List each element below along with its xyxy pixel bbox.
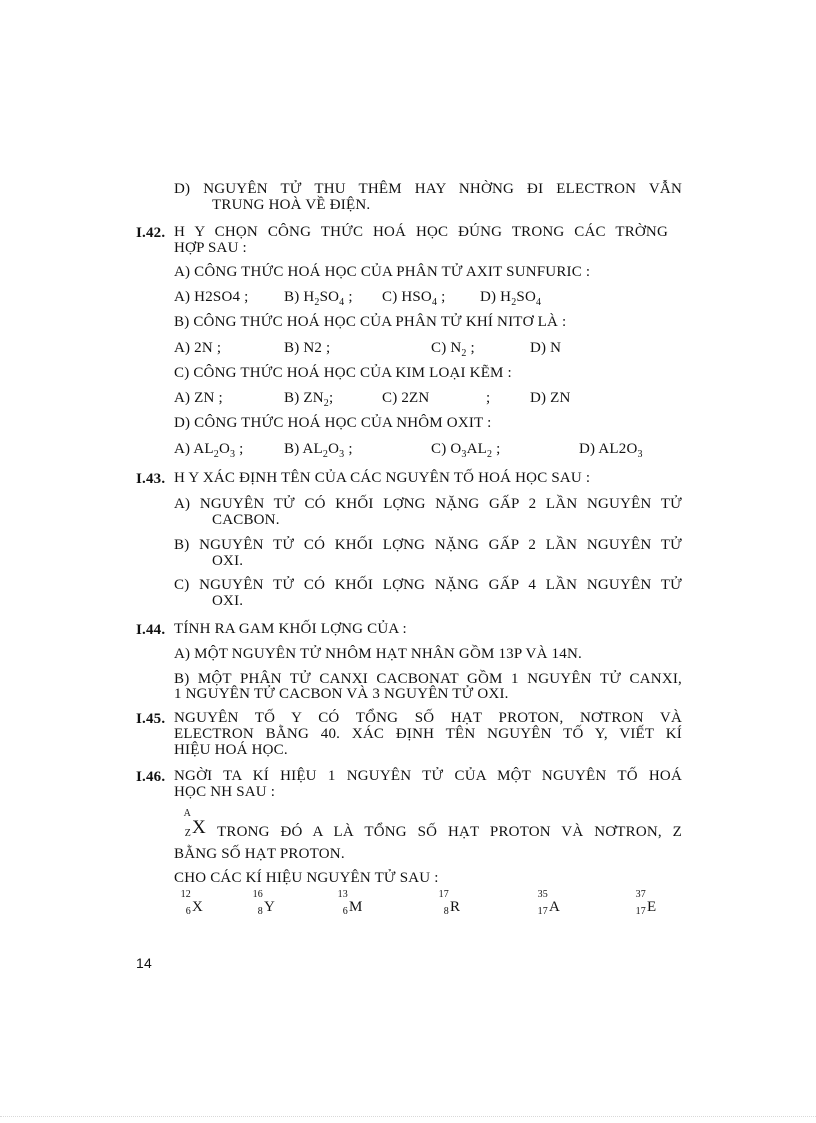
q43-title: H Y XÁC ĐỊNH TÊN CỦA CÁC NGUYÊN TỐ HOÁ HỌC SAU : xyxy=(174,470,591,486)
q46-list-title: CHO CÁC KÍ HIỆU NGUYÊN TỬ SAU : xyxy=(174,870,439,886)
q46-line2: HỌC NH SAU : xyxy=(174,784,276,800)
q44-b-line1: B) MỘT PHÂN TỬ CANXI CACBONAT GỒM 1 NGUYÊN TỬ CANXI, xyxy=(174,671,682,687)
q44-title: TÍNH RA GAM KHỐI LỢNG CỦA : xyxy=(174,621,407,637)
q45-line2: ELECTRON BẰNG 40. XÁC ĐỊNH TÊN NGUYÊN TỐ Y, VIẾT KÍ xyxy=(174,726,682,742)
nuclide-symbol: 12 6 X xyxy=(180,889,204,917)
nuclide-symbol: 16 8 Y xyxy=(252,889,276,917)
option-a: A) H2SO4 ; xyxy=(174,289,249,305)
q44-b-line2: 1 NGUYÊN TỬ CACBON VÀ 3 NGUYÊN TỬ OXI. xyxy=(174,686,509,702)
nuclide-symbol: 35 17 A xyxy=(537,889,561,917)
option-d: D) $H_2SO_4$ xyxy=(480,289,542,308)
nuclide-symbol: 37 17 E xyxy=(635,889,657,917)
option-b: B) $H_2SO_4$ ; xyxy=(284,289,353,308)
option-c: C) $HSO_4$ ; xyxy=(382,289,446,308)
option-c: C) 2ZN xyxy=(382,390,430,406)
q45-line1: NGUYÊN TỐ Y CÓ TỔNG SỐ HẠT PROTON, NƠTRON VÀ xyxy=(174,710,682,726)
option-b: B) $AL_2O_3$ ; xyxy=(284,441,353,460)
q42-title-line2: HỢP SAU : xyxy=(174,240,247,256)
q42-c-title: C) CÔNG THỨC HOÁ HỌC CỦA KIM LOẠI KẼM : xyxy=(174,365,512,381)
question-number-43: I.43. xyxy=(136,471,166,487)
intro-d-line1: D) NGUYÊN TỬ THU THÊM HAY NHỜNG ĐI ELECTRON VẪN xyxy=(174,181,682,197)
option-d: D) $AL2O_3$ xyxy=(579,441,643,460)
q43-b-line1: B) NGUYÊN TỬ CÓ KHỐI LỢNG NẶNG GẤP 2 LẦN NGUYÊN TỬ xyxy=(174,537,682,553)
q43-a-line2: CACBON. xyxy=(212,512,280,528)
q43-a-line1: A) NGUYÊN TỬ CÓ KHỐI LỢNG NẶNG GẤP 2 LẦN NGUYÊN TỬ xyxy=(174,496,682,512)
question-number-45: I.45. xyxy=(136,711,166,727)
q44-a: A) MỘT NGUYÊN TỬ NHÔM HẠT NHÂN GỒM 13P VÀ 14N. xyxy=(174,646,582,662)
option-c: C) $O_3AL_2$ ; xyxy=(431,441,501,460)
nuclide-symbol: 13 6 M xyxy=(337,889,363,917)
option-a: A) ZN ; xyxy=(174,390,223,406)
option-d: D) N xyxy=(530,340,562,356)
page-number: 14 xyxy=(136,955,152,971)
q43-b-line2: OXI. xyxy=(212,553,244,569)
q43-c-line2: OXI. xyxy=(212,593,244,609)
atomic-number: Z xyxy=(184,828,191,839)
question-number-44: I.44. xyxy=(136,622,166,638)
q46-explain-line2: BẰNG SỐ HẠT PROTON. xyxy=(174,846,345,862)
option-a: A) $AL_2O_3$ ; xyxy=(174,441,244,460)
option-b: B) N2 ; xyxy=(284,340,331,356)
q46-line1: NGỜI TA KÍ HIỆU 1 NGUYÊN TỬ CỦA MỘT NGUYÊN TỐ HOÁ xyxy=(174,768,682,784)
q46-explain-line1: TRONG ĐÓ A LÀ TỔNG SỐ HẠT PROTON VÀ NƠTRON, Z xyxy=(217,824,682,840)
nuclide-symbol: 17 8 R xyxy=(438,889,461,917)
nuclide-notation xyxy=(183,808,206,839)
mass-number: A xyxy=(183,808,191,819)
q42-b-title: B) CÔNG THỨC HOÁ HỌC CỦA PHÂN TỬ KHÍ NITƠ LÀ : xyxy=(174,314,567,330)
option-c: C) $N_2$ ; xyxy=(431,340,475,359)
option-a: A) 2N ; xyxy=(174,340,222,356)
question-number-46: I.46. xyxy=(136,769,166,785)
bottom-dotted-border xyxy=(0,1116,816,1117)
q45-line3: HIỆU HOÁ HỌC. xyxy=(174,742,288,758)
option-d: D) ZN xyxy=(530,390,571,406)
intro-d-line2: TRUNG HOÀ VỀ ĐIỆN. xyxy=(212,197,371,213)
option-b: B) $ZN_2$; xyxy=(284,390,334,409)
q42-d-title: D) CÔNG THỨC HOÁ HỌC CỦA NHÔM OXIT : xyxy=(174,415,492,431)
question-number-42: I.42. xyxy=(136,225,166,241)
q42-title-line1: H Y CHỌN CÔNG THỨC HOÁ HỌC ĐÚNG TRONG CÁC TRỜNG xyxy=(174,224,668,240)
q43-c-line1: C) NGUYÊN TỬ CÓ KHỐI LỢNG NẶNG GẤP 4 LẦN NGUYÊN TỬ xyxy=(174,577,682,593)
option-c-separator: ; xyxy=(486,390,491,406)
q42-a-title: A) CÔNG THỨC HOÁ HỌC CỦA PHÂN TỬ AXIT SUNFURIC : xyxy=(174,264,591,280)
element-symbol: X xyxy=(192,817,206,838)
